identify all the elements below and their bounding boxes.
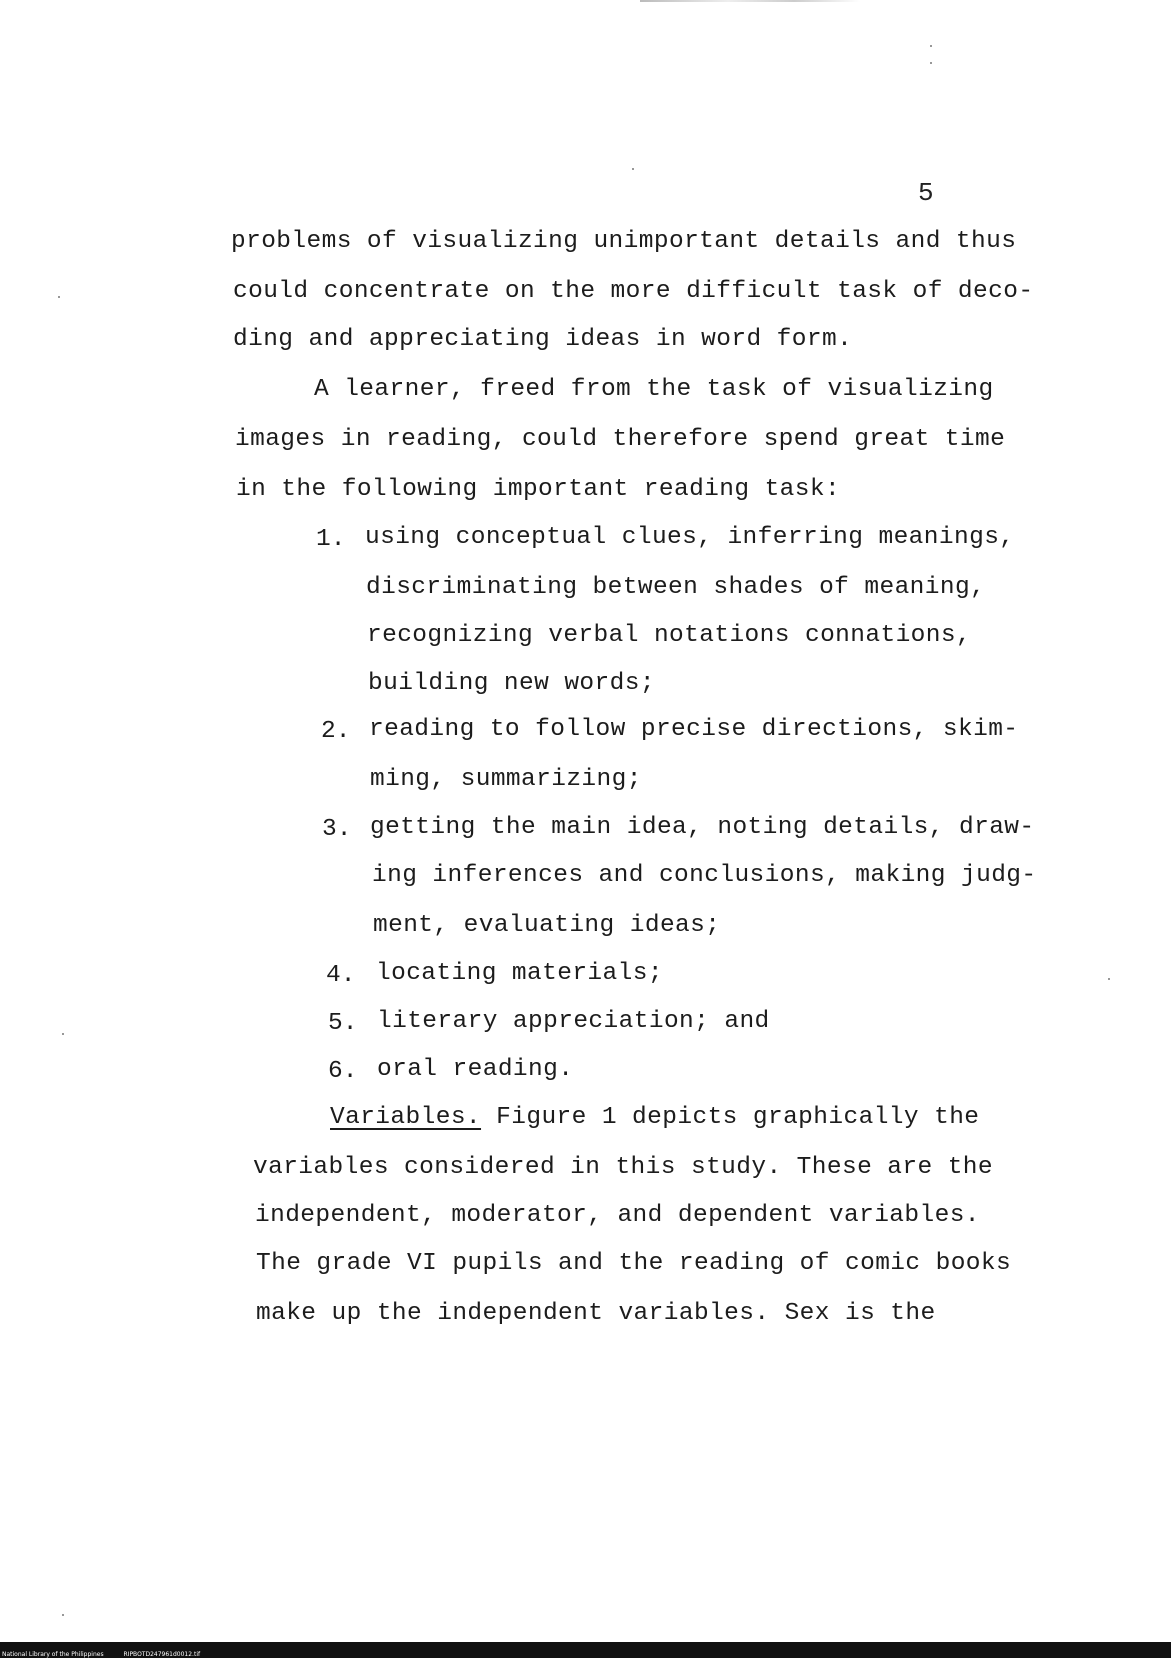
list-item-line: ing inferences and conclusions, making judg-	[372, 862, 1037, 889]
list-number: 3.	[322, 816, 352, 843]
paragraph-line: independent, moderator, and dependent variables.	[255, 1202, 980, 1229]
list-item-line: using conceptual clues, inferring meanings,	[365, 524, 1015, 551]
section-heading: Variables.	[330, 1104, 482, 1131]
scan-speck	[930, 45, 932, 47]
list-item-line: locating materials;	[376, 960, 663, 987]
list-item-line: getting the main idea, noting details, draw-	[370, 814, 1035, 841]
paragraph-line: images in reading, could therefore spend great time	[235, 426, 1006, 453]
scan-speck	[58, 296, 60, 298]
scan-speck	[1108, 978, 1110, 980]
scan-footer	[2, 1651, 218, 1658]
paragraph-line: in the following important reading task:	[236, 476, 841, 503]
footer-filename: RIPBOTD247961d0012.tif	[123, 1651, 201, 1658]
scan-speck	[62, 1033, 64, 1035]
list-number: 6.	[328, 1058, 358, 1085]
list-item-line: building new words;	[368, 670, 655, 697]
scan-artifact	[640, 0, 860, 2]
list-item-line: oral reading.	[377, 1056, 574, 1083]
paragraph-line	[330, 1104, 979, 1131]
scan-speck	[62, 1614, 64, 1616]
page-number: 5	[918, 178, 934, 208]
list-item-line: ming, summarizing;	[370, 766, 642, 793]
scan-speck	[930, 62, 932, 64]
list-number: 2.	[321, 718, 351, 745]
list-item-line: ment, evaluating ideas;	[373, 912, 721, 939]
list-number: 4.	[326, 962, 356, 989]
paragraph-line: problems of visualizing unimportant details and thus	[231, 228, 1017, 255]
list-number: 5.	[328, 1010, 358, 1037]
paragraph-line: A learner, freed from the task of visualizing	[314, 376, 994, 403]
list-number: 1.	[316, 526, 346, 553]
paragraph-line: variables considered in this study. These are the	[253, 1154, 994, 1181]
list-item-line: literary appreciation; and	[377, 1008, 770, 1035]
list-item-line: recognizing verbal notations connations,	[367, 622, 972, 649]
paragraph-line: could concentrate on the more difficult task of deco-	[233, 278, 1034, 305]
footer-library: National Library of the Philippines	[2, 1651, 104, 1658]
list-item-line: discriminating between shades of meaning,	[366, 574, 986, 601]
paragraph-line: ding and appreciating ideas in word form.	[233, 326, 853, 353]
paragraph-line: make up the independent variables. Sex is the	[256, 1300, 936, 1327]
list-item-line: reading to follow precise directions, skim-	[369, 716, 1019, 743]
scan-speck	[632, 168, 634, 170]
paragraph-line: The grade VI pupils and the reading of comic books	[256, 1250, 1012, 1277]
paragraph-text: Figure 1 depicts graphically the	[481, 1104, 980, 1131]
